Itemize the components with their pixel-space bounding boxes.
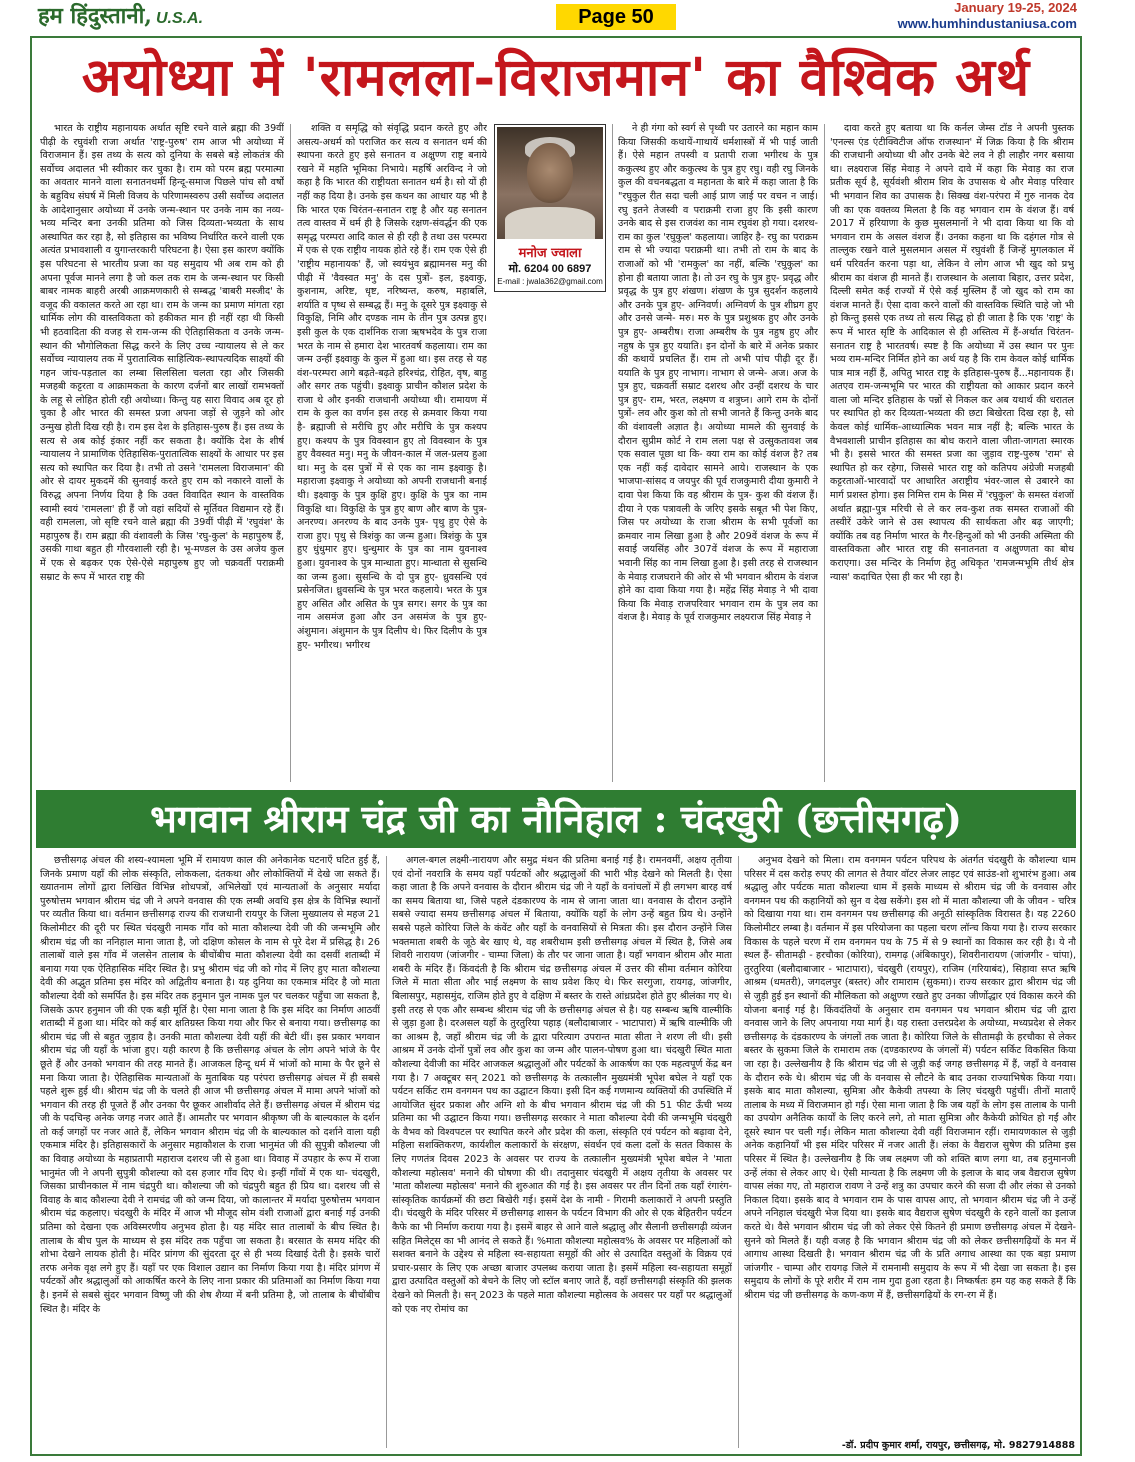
article1-headline: अयोध्या में 'रामलला-विराजमान' का वैश्विक अर्थ bbox=[81, 47, 1031, 108]
article1-col3-text: ने ही गंगा को स्वर्ग से पृथ्वी पर उतारने का महान काम किया जिसकी कथायें-गाथायें धर्मशास्त्रों में भी पाई जाती हैं। ऐसे महान तपस्वी व प्रतापी राजा भगीरथ के पुत्र ककुत्स्थ हुए और ककुत्स्थ के पुत्र हुए रघु। वही रघु जिनके कुल की वचनबद्धता व महानता के बारे में कहा जाता है कि "रघुकुल रीत सदा चली आई प्राण जाई पर वचन न जाई। रघु इतने तेजस्वी व पराक्रमी राजा हुए कि इसी कारण उनके बाद से इस राजवंश का नाम रघुवंश हो गया। दशरथ-राम का कुल 'रघुकुल' कहलाया। जाहिर है- रघु का पराक्रम राम से भी ज्यादा पराक्रमी था। तभी तो राम के बाद के राजाओं को भी 'रामकुल' का नहीं, बल्कि 'रघुकुल' का होना ही बताया जाता है। तो उन रघु के पुत्र हुए- प्रवृद्ध और प्रवृद्ध के पुत्र हुए शंखण। शंखण के पुत्र सुदर्शन कहलाये और उनके पुत्र हुए- अग्निवर्ण। अग्निवर्ण के पुत्र शीघ्रग हुए और उनसे जन्मे- मरु। मरु के पुत्र प्रशुश्रक हुए और उनके पुत्र हुए- अम्बरीष। राजा अम्बरीष के पुत्र नहुष हुए और नहुष के पुत्र हुए ययाति। इन दोनों के बारे में अनेक प्रकार की कथायें प्रचलित हैं। राम तो अभी पांच पीढ़ी दूर हैं। ययाति के पुत्र हुए नाभाग। नाभाग से जन्मे- अज। अज के पुत्र हुए, चक्रवर्ती सम्राट दशरथ और उन्हीं दशरथ के चार पुत्र हुए- राम, भरत, लक्ष्मण व शत्रुघ्न। आगे राम के दोनों पुत्रों- लव और कुश को तो सभी जानते हैं किन्तु उनके बाद की वंशावली अज्ञात है। अयोध्या मामले की सुनवाई के दौरान सुप्रीम कोर्ट ने राम लला पक्ष से उत्सुकतावश जब एक सवाल पूछा था कि- क्या राम का कोई वंशज है? तब एक नहीं कई दावेदार सामने आये। राजस्थान के एक भाजपा-सांसद व जयपुर की पूर्व राजकुमारी दीया कुमारी ने दावा पेश किया कि वह श्रीराम के पुत्र- कुश की वंशज हैं। दीया ने एक पत्रावली के जरिए इसके सबूत भी पेश किए, जिस पर अयोध्या के राजा श्रीराम के सभी पूर्वजों का क्रमवार नाम लिखा हुआ है और 209वें वंशज के रूप में सवाई जयसिंह और 307वें वंशज के रूप में महाराजा भवानी सिंह का नाम लिखा हुआ है। इसी तरह से राजस्थान के मेवाड़ राजघराने की ओर से भी भगवान श्रीराम के वंशज होने का दावा किया गया है। महेंद्र सिंह मेवाड़ ने भी दावा किया कि मेवाड़ राजपरिवार भगवान राम के पुत्र लव का वंशज है। मेवाड़ के पूर्व राजकुमार लक्ष्यराज सिंह मेवाड़ ने bbox=[618, 123, 818, 624]
masthead-title: हम हिंदुस्तानी, bbox=[38, 3, 152, 29]
article2-col1-text: छत्तीसगढ़ अंचल की शस्य-श्यामला भूमि में रामायण काल की अनेकानेक घटनाएँ घटित हुई हैं, जिनके प्रमाण यहाँ की लोक संस्कृति, लोककला, दंतकथा और लोकोक्तियों में देखे जा सकते हैं। ख्यातनाम लोगों द्वारा लिखित विभिन्न शोधपत्रों, अभिलेखों एवं मान्यताओं के अनुसार मर्यादा पुरुषोत्तम भगवान श्रीराम चंद्र जी ने अपने वनवास की एक लम्बी अवधि इस क्षेत्र के विभिन्न स्थानों पर व्यतीत किया था। वर्तमान छत्तीसगढ़ राज्य की राजधानी रायपुर के जिला मुख्यालय से महज 21 किलोमीटर की दूरी पर स्थित चंदखुरी नामक गाँव को माता कौशल्या देवी जी की जन्मभूमि और श्रीराम चंद्र जी का ननिहाल माना जाता है, जो दक्षिण कोसल के नाम से पूरे देश में प्रसिद्ध है। 26 तालाबों वाले इस गाँव में जलसेन तालाब के बीचोंबीच माता कौशल्या देवी का दसवीं शताब्दी में बनाया गया एक ऐतिहासिक मंदिर स्थित है। प्रभु श्रीराम चंद्र जी को गोद में लिए हुए माता कौशल्या देवी की अद्भुत प्रतिमा इस मंदिर को अद्वितीय बनाता है। यह दुनिया का एकमात्र मंदिर है जो माता कौशल्या देवी को समर्पित है। इस मंदिर तक हनुमान पुल नामक पुल पर चलकर पहुँचा जा सकता है, जिसके ऊपर हनुमान जी की एक बड़ी मूर्ति है। ऐसा माना जाता है कि इस मंदिर का निर्माण आठवीं शताब्दी में हुआ था। मंदिर को कई बार क्षतिग्रस्त किया गया और फिर से बनाया गया। छत्तीसगढ़ का श्रीराम चंद्र जी से बहुत जुड़ाव है। उनकी माता कौशल्या देवी यहीं की बेटी थीं। इस प्रकार भगवान श्रीराम चंद्र जी यहाँ के भांजा हुए। यही कारण है कि छत्तीसगढ़ अंचल के लोग अपने भांजे के पैर छूते हैं और उनको भगवान की तरह मानते हैं। आजकल हिन्दू धर्म में भांजों को मामा के पैर छूने से मना किया जाता है। ऐतिहासिक मान्यताओं के मुताबिक यह परंपरा छत्तीसगढ़ अंचल में ही सबसे पहले शुरू हुई थी। श्रीराम चंद्र जी के चलते ही आज भी छत्तीसगढ़ अंचल में मामा अपने भांजों को भगवान की तरह ही पूजते हैं और उनका पैर छूकर आशीर्वाद लेते हैं। छत्तीसगढ़ अंचल में श्रीराम चंद्र जी के पदचिन्ह अनेक जगह नजर आते हैं। आमतौर पर भगवान श्रीकृष्ण जी के बाल्यकाल के दर्शन तो कई जगहों पर नजर आते हैं, लेकिन भगवान श्रीराम चंद्र जी के बाल्यकाल को दर्शाने वाला यही एकमात्र मंदिर है। इतिहासकारों के अनुसार महाकौशल के राजा भानुमंत जी की सुपुत्री कौशल्या जी का विवाह अयोध्या के महाप्रतापी महाराज दशरथ जी से हुआ था। विवाह में उपहार के रूप में राजा भानुमंत जी ने अपनी सुपुत्री कौशल्या को दस हजार गाँव दिए थे। इन्हीं गाँवों में एक था- चंदखुरी, जिसका प्राचीनकाल में नाम चंद्रपुरी था। कौशल्या जी को चंद्रपुरी बहुत ही प्रिय था। दशरथ जी से विवाह के बाद कौशल्या देवी ने रामचंद्र जी को जन्म दिया, जो कालान्तर में मर्यादा पुरुषोत्तम भगवान श्रीराम चंद्र कहलाए। चंदखुरी के मंदिर में आज भी मौजूद सोम वंशी राजाओं द्वारा बनाई गई उनकी प्रतिमा को देखना एक अविस्मरणीय अनुभव होता है। यह मंदिर सात तालाबों के बीच स्थित है। तालाब के बीच पुल के माध्यम से इस मंदिर तक पहुँचा जा सकता है। बरसात के समय मंदिर की शोभा देखने लायक होती है। मंदिर प्रांगण की सुंदरता दूर से ही भव्य दिखाई देती है। इसके चारों तरफ अनेक वृक्ष लगे हुए हैं। यहाँ पर एक विशाल उद्यान का निर्माण किया गया है। मंदिर प्रांगण में पर्यटकों और श्रद्धालुओं को आकर्षित करने के लिए नाना प्रकार की प्रतिमाओं का निर्माण किया गया है। इनमें से सबसे सुंदर भगवान विष्णु जी की शेष शैय्या में बनी प्रतिमा है, जो तालाब के बीचोंबीच स्थित है। मंदिर के bbox=[40, 855, 380, 1315]
column-divider bbox=[386, 856, 387, 1448]
article2-byline: -डॉ. प्रदीप कुमार शर्मा, रायपुर, छत्तीसगढ़, मो. 9827914888 bbox=[841, 1440, 1075, 1451]
author-mobile: मो. 6204 00 6897 bbox=[508, 263, 592, 275]
article1-column-1 bbox=[40, 122, 284, 784]
column-divider bbox=[738, 856, 739, 1448]
issue-dates: January 19-25, 2024 bbox=[954, 0, 1077, 15]
page-header bbox=[0, 0, 1135, 34]
author-photo-box bbox=[494, 124, 606, 292]
article1-col1-text: भारत के राष्ट्रीय महानायक अर्थात सृष्टि रचने वाले ब्रह्मा की 39वीं पीढ़ी के रघुवंशी राजा अर्थात 'राष्ट्र-पुरुष' राम आज भी अयोध्या में विराजमान हैं। इस तथ्य के सत्य को दुनिया के सबसे बड़े लोकतंत्र की सर्वोच्च अदालत भी स्वीकार कर चुका है। राम को परम ब्रह्म परमात्मा का अवतार मानने वाला सनातनधर्मी हिन्दू-समाज पिछले पांच सौ वर्षों के बहुविध संघर्ष में मिली विजय के परिणामस्वरुप उसी सर्वोच्च अदालत के आदेशानुसार अयोध्या में उनके जन्म-स्थान पर उनके नाम का नव्य-भव्य मन्दिर बना उनकी प्रतिमा को जिस दिव्यता-भव्यता के साथ अस्थापित कर रहा है, सो इतिहास का भविष्य निर्धारित करने वाली एक अत्यंत प्रभावशाली व युगान्तरकारी परिघटना है। ऐसा इस कारण क्योंकि इस परिघटना से भारतीय प्रजा का यह समुदाय भी अब राम को ही अपना पूर्वज मानने लगा है जो कल तक राम के जन्म-स्थान पर किसी बाबर नामक बाहरी अरबी आक्रमणकारी से सम्बद्ध 'बाबरी मस्जीद' के वजूद की वकालत करते आ रहा था। राम के जन्म का प्रमाण मांगता रहा धार्मिक लोग की वास्तविकता को हकीकत मान ही नहीं रहा थी किसी भी हठवादिता की वजह से राम-जन्म की ऐतिहासिकता व उनके जन्म-स्थान की भौगोलिकता सिद्ध करने के लिए उच्च न्यायालय से ले कर सर्वोच्च न्यायालय तक में पुरातात्विक साहित्यिक-स्थापत्यदिक साक्ष्यों की गहन जांच-पड़ताल का लम्बा सिलसिला चलता रहा और जिसकी मजहबी कट्टरता व आक्रामकता के कारण दर्जनों बार लाखों रामभक्तों के लहू से लोहित होती रही अयोध्या। किन्तु यह सारा विवाद अब दूर हो चुका है और भारत की समस्त प्रजा अपना जड़ों से जुड़ने को ओर उन्मुख होती दिख रही है। राम इस देश के इतिहास-पुरुष हैं। इस तथ्य के सत्य से अब कोई इंकार नहीं कर सकता है। क्योंकि देश के शीर्ष न्यायालय ने प्रामाणिक ऐतिहासिक-पुरातात्विक साक्ष्यों के आधार पर इस सत्य को स्थापित कर दिया है। तभी तो उसने 'रामलला विराजमान' की ओर से दायर मुकदमें की सुनवाई करते हुए राम को नकारने वालों के विरुद्ध अपना निर्णय दिया है कि उक्त विवादित स्थान के वास्तविक स्वामी स्वयं 'रामलला' ही हैं जो वहां सदियों से मूर्तिवत विद्यमान रहे हैं। वही रामलला, जो सृष्टि रचने वाले ब्रह्मा की 39वीं पीढ़ी में 'रघुवंश' के महापुरुष हैं। राम ब्रह्मा की वंशावली के जिस 'रघु-कुल' के महापुरुष हैं, उसकी गाथा बहुत ही गौरवशाली रही है। भू-मण्डल के उस अजेय कुल में एक से बढ़कर एक ऐसे-ऐसे महापुरुष हुए जो चक्रवर्ती पराक्रमी सम्राट के रूप में भारत राष्ट्र की bbox=[40, 123, 284, 583]
column-divider bbox=[290, 124, 291, 782]
article1-col4-text: दावा करते हुए बताया था कि कर्नल जेम्स टॉड ने अपनी पुस्तक 'एनल्स एंड एंटीक्विटीज ऑफ राजस्थान' में जिक्र किया है कि श्रीराम की राजधानी अयोध्या थी और उनके बेटे लव ने ही लाहौर नगर बसाया था। लक्ष्यराज सिंह मेवाड़ ने अपने दावे में कहा कि मेवाड़ का राज प्रतीक सूर्य है, सूर्यवंशी श्रीराम शिव के उपासक थे और मेवाड़ परिवार भी भगवान शिव का उपासक है। सिक्ख वंश-परंपरा में गुरु नानक देव जी का एक वक्तव्य मिलता है कि वह भगवान राम के वंशज हैं। वर्ष 2017 में हरियाणा के कुछ मुसलमानों ने भी दावा किया था कि वो भगवान राम के असल वंशज हैं। उनका कहना था कि दहंगल गोत्र से ताल्लुक रखने वाले मुसलमान असल में रघुवंशी हैं जिन्हें मुगलकाल में धर्म परिवर्तन करना पड़ा था, लेकिन वे लोग आज भी खुद को प्रभु श्रीराम का वंशज ही मानते हैं। राजस्थान के अलावा बिहार, उत्तर प्रदेश, दिल्ली समेत कई राज्यों में ऐसे कई मुस्लिम हैं जो खुद को राम का वंशज मानते हैं। ऐसा दावा करने वालों की वास्तविक स्थिति चाहे जो भी हो किन्तु इससे एक तथ्य तो सत्य सिद्ध हो ही जाता है कि एक 'राष्ट्र' के रूप में भारत सृष्टि के आदिकाल से ही अस्तित्व में हैं-अर्थात चिरंतन-सनातन राष्ट्र है भारतवर्ष। स्पष्ट है कि अयोध्या में उस स्थान पर पुनः भव्य राम-मन्दिर निर्मित होने का अर्थ यह है कि राम केवल कोई धार्मिक पात्र मात्र नहीं हैं, अपितु भारत राष्ट्र के इतिहास-पुरुष हैं...महानायक हैं। अतएव राम-जन्मभूमि पर भारत की राष्ट्रीयता को आकार प्रदान करने वाला जो मन्दिर इतिहास के पन्नों से निकल कर अब यथार्थ की धरातल पर स्थापित हो कर दिव्यता-भव्यता की छटा बिखेरता दिख रहा है, सो केवल कोई धार्मिक-आध्यात्मिक भवन मात्र नहीं है; बल्कि भारत के वैभवशाली प्राचीन इतिहास का बोध कराने वाला जीता-जागता स्मारक भी है। इससे भारत की समस्त प्रजा का जुड़ाव राष्ट्र-पुरुष 'राम' से स्थापित हो कर रहेगा, जिससे भारत राष्ट्र को कतिपय अंग्रेजी मजहबी कट्टरताओं-भारवादों पर आधारित अराष्ट्रीय भंवर-जाल से उबारने का मार्ग प्रशस्त होगा। इस निमित्त राम के मिस में 'रघुकुल' के समस्त वंशजों अर्थात ब्रह्मा-पुत्र मरिची से ले कर लव-कुश तक समस्त राजाओं की तस्वीरें उकेरे जाने से उस स्थापत्य की सार्थकता और बढ़ जाएगी; क्योंकि तब वह निर्माण भारत के गैर-हिन्दुओं को भी उनकी अस्मिता की वास्तविकता और भारत राष्ट्र की सनातनता व अक्षुण्णता का बोध कराएगा। उस मन्दिर के निर्माण हेतु अधिकृत 'रामजन्मभूमि तीर्थ क्षेत्र न्यास' कदाचित ऐसा ही कर भी रहा है। bbox=[830, 123, 1074, 583]
masthead bbox=[32, 2, 209, 30]
masthead-suffix: U.S.A. bbox=[155, 10, 204, 27]
article2-headline: भगवान श्रीराम चंद्र जी का नौनिहाल : चंदखुरी (छत्तीसगढ़) bbox=[36, 790, 1076, 848]
article2-col2-text: अगल-बगल लक्ष्मी-नारायण और समुद्र मंथन की प्रतिमा बनाई गई है। रामनवमीं, अक्षय तृतीया एवं दोनों नवरात्रि के समय यहाँ पर्यटकों और श्रद्धालुओं की भारी भीड़ देखने को मिलती है। ऐसा कहा जाता है कि अपने वनवास के दौरान श्रीराम चंद्र जी ने यहाँ के वनांचलों में ही लगभग बारह वर्ष का समय बिताया था, जिसे पहले दंडकारण्य के नाम से जाना जाता था। वनवास के दौरान उन्होंने सबसे ज्यादा समय छत्तीसगढ़ अंचल में बिताया, क्योंकि यहाँ के लोग उन्हें बहुत प्रिय थे। उन्होंने सबसे पहले कोरिया जिले के कंवेंट और यहाँ के वनवासियों से मित्रता की। इस दौरान उन्होंने जिस भक्तमाता शबरी के जूठे बेर खाए थे, वह शबरीधाम इसी छत्तीसगढ़ अंचल में स्थित है, जिसे अब शिवरी नारायण (जांजगीर - चाम्पा जिला) के तौर पर जाना जाता है। यहाँ भगवान श्रीराम और माता शबरी के मंदिर हैं। किंवदंती है कि श्रीराम चंद्र छत्तीसगढ़ अंचल में उत्तर की सीमा वर्तमान कोरिया जिले में माता सीता और भाई लक्ष्मण के साथ प्रवेश किए थे। फिर सरगुजा, रायगढ़, जांजगीर, बिलासपुर, महासमुंद, राजिम होते हुए वे दक्षिण में बस्तर के रास्ते आंध्रप्रदेश होते हुए श्रीलंका गए थे। इसी तरह से एक और सम्बन्ध श्रीराम चंद्र जी के छत्तीसगढ़ अंचल से है। यह सम्बन्ध ऋषि वाल्मीकि से जुड़ा हुआ है। दरअसल यहाँ के तुरतुरिया पहाड़ (बलौदाबाजार - भाटापारा) में ऋषि वाल्मीकि जी का आश्रम है, जहाँ श्रीराम चंद्र जी के द्वारा परित्याग उपरान्त माता सीता ने शरण ली थी। इसी आश्रम में उनके दोनों पुत्रों लव और कुश का जन्म और पालन-पोषण हुआ था। चंदखुरी स्थित माता कौशल्या देवीजी का मंदिर आजकल श्रद्धालुओं और पर्यटकों के आकर्षण का एक महत्वपूर्ण केंद्र बन गया है। 7 अक्टूबर सन् 2021 को छत्तीसगढ़ के तत्कालीन मुख्यमंत्री भूपेश बघेल ने यहाँ एक पर्यटन सर्किट राम वनगमन पथ का उद्घाटन किया। इसी दिन कई गणमान्य व्यक्तियों की उपस्थिति में आयोजित सुंदर प्रकाश और अग्नि शो के बीच भगवान श्रीराम चंद्र जी की 51 फीट ऊँची भव्य प्रतिमा का भी उद्घाटन किया गया। छत्तीसगढ़ सरकार ने माता कौशल्या देवी की जन्मभूमि चंदखुरी के वैभव को विश्वपटल पर स्थापित करने और प्रदेश की कला, संस्कृति एवं पर्यटन को बढ़ावा देने, महिला सशक्तिकरण, कार्यशील कलाकारों के संरक्षण, संवर्धन एवं कला दलों के सतत विकास के लिए गणतंत्र दिवस 2023 के अवसर पर राज्य के तत्कालीन मुख्यमंत्री भूपेश बघेल ने 'माता कौशल्या महोत्सव' मनाने की घोषणा की थी। तदानुसार चंदखुरी में अक्षय तृतीया के अवसर पर 'माता कौशल्या महोत्सव' मनाने की शुरुआत की गई है। इस अवसर पर तीन दिनों तक यहाँ रंगारंग-सांस्कृतिक कार्यक्रमों की छटा बिखेरी गई। इसमें देश के नामी - गिरामी कलाकारों ने अपनी प्रस्तुति दी। चंदखुरी के मंदिर परिसर में छत्तीसगढ़ शासन के पर्यटन विभाग की ओर से एक बेहितरीन पर्यटन कैफे का भी निर्माण कराया गया है। इसमें बाहर से आने वाले श्रद्धालु और सैलानी छत्तीसगढ़ी व्यंजन सहित मिलेट्स का भी आनंद ले सकते हैं। %माता कौशल्या महोत्सव% के अवसर पर महिलाओं को सशक्त बनाने के उद्देश्य से महिला स्व-सहायता समूहों की ओर से उत्पादित वस्तुओं के विक्रय एवं प्रचार-प्रसार के लिए एक अच्छा बाजार उपलब्ध कराया जाता है। इसमें महिला स्व-सहायता समूहों द्वारा उत्पादित वस्तुओं को बेचने के लिए जो स्टॉल बनाए जाते हैं, वहाँ छत्तीसगढ़ी संस्कृति की झलक देखने को मिलती है। सन् 2023 के पहले माता कौशल्या महोत्सव के अवसर पर यहाँ पर श्रद्धालुओं को एक नए रोमांच का bbox=[392, 855, 732, 1315]
article2-col3-text: अनुभव देखने को मिला। राम वनगमन पर्यटन परिपथ के अंतर्गत चंदखुरी के कौशल्या धाम परिसर में दस करोड़ रुपए की लागत से तैयार वॉटर लेजर लाइट एवं साउंड-शो शुभारंभ हुआ। अब श्रद्धालु और पर्यटक माता कौशल्या धाम में इसके माध्यम से श्रीराम चंद्र जी के वनवास और वनगमन पथ की कहानियों को सुन व देख सकेंगे। इस शो में माता कौशल्या जी के जीवन - चरित्र को दिखाया गया था। राम वनगमन पथ छत्तीसगढ़ की अनूठी सांस्कृतिक विरासत है। यह 2260 किलोमीटर लम्बा है। वर्तमान में इस परियोजना का पहला चरण लॉन्च किया गया है। राज्य सरकार विकास के पहले चरण में राम वनगमन पथ के 75 में से 9 स्थानों का विकास कर रही है। ये नौ स्थल हैं- सीतामढ़ी - हरचौका (कोरिया), रामगढ़ (अंबिकापुर), शिवरीनारायण (जांजगीर - चांपा), तुरतुरिया (बलौदाबाजार - भाटापारा), चंदखुरी (रायपुर), राजिम (गरियाबंद), सिहावा सप्त ऋषि आश्रम (धमतरी), जगदलपुर (बस्तर) और रामाराम (सुकमा)। राज्य सरकार द्वारा श्रीराम चंद्र जी से जुड़ी हुई इन स्थानों की मौलिकता को अक्षुण्ण रखते हुए उनका जीर्णोद्धार एवं विकास करने की योजना बनाई गई है। किंवदंतियों के अनुसार राम वनगमन पथ भगवान श्रीराम चंद्र जी द्वारा वनवास जाने के लिए अपनाया गया मार्ग है। यह रास्ता उत्तरप्रदेश के अयोध्या, मध्यप्रदेश से लेकर छत्तीसगढ़ के दंडकारण्य के जंगलों तक जाता है। कोरिया जिले के सीतामढ़ी के हरचौका से लेकर बस्तर के सुकमा जिले के रामाराम तक (दण्डकारण्य के जंगलों में) पर्यटन सर्किट विकसित किया जा रहा है। उल्लेखनीय है कि श्रीराम चंद्र जी से जुड़ी कई जगह छत्तीसगढ़ में हैं, जहाँ वे वनवास के दौरान रुके थे। श्रीराम चंद्र जी के वनवास से लौटने के बाद उनका राज्याभिषेक किया गया। इसके बाद माता कौशल्या, सुमित्रा और कैकेयी तपस्या के लिए चंदखुरी पहुंचीं। तीनों माताएँ तालाब के मध्य में विराजमान हो गईं। ऐसा माना जाता है कि जब यहाँ के लोग इस तालाब के पानी का उपयोग अनैतिक कार्यों के लिए करने लगे, तो माता सुमित्रा और कैकेयी क्रोधित हो गईं और दूसरे स्थान पर चली गईं। लेकिन माता कौशल्या देवी वहीं विराजमान रहीं। रामायणकाल से जुड़ी अनेक कहानियाँ भी इस मंदिर परिसर में नजर आती हैं। लंका के वैद्यराज सुषेण की प्रतिमा इस परिसर में स्थित है। उल्लेखनीय है कि जब लक्ष्मण जी को शक्ति बाण लगा था, तब हनुमानजी उन्हें लंका से लेकर आए थे। ऐसी मान्यता है कि लक्ष्मण जी के इलाज के बाद जब वैद्यराज सुषेण वापस लंका गए, तो महाराज रावण ने उन्हें शत्रु का उपचार करने की सजा दी और लंका से उनको निकाल दिया। इसके बाद वे भगवान राम के पास वापस आए, तो भगवान श्रीराम चंद्र जी ने उन्हें अपने ननिहाल चंदखुरी भेज दिया था। इसके बाद वैद्यराज सुषेण चंदखुरी के रहने वालों का इलाज करते थे। वैसे भगवान श्रीराम चंद्र जी को लेकर ऐसे कितने ही प्रमाण छत्तीसगढ़ अंचल में देखने-सुनने को मिलते हैं। यही वजह है कि भगवान श्रीराम चंद्र जी को लेकर छत्तीसगढ़ियों के मन में आगाध आस्था दिखती है। भगवान श्रीराम चंद्र जी के प्रति अगाध आस्था का एक बड़ा प्रमाण जांजगीर - चाम्पा और रायगढ़ जिले में रामनामी समुदाय के रूप में भी देखा जा सकता है। इस समुदाय के लोगों के पूरे शरीर में राम नाम गुदा हुआ रहता है। निष्कर्षतः हम यह कह सकते हैं कि श्रीराम चंद्र जी छत्तीसगढ़ के कण-कण में हैं, छत्तीसगढ़ियों के रग-रग में हैं। bbox=[744, 855, 1076, 1301]
article2-column-2 bbox=[392, 854, 732, 1450]
page-number: Page 50 bbox=[556, 4, 676, 30]
article2-column-3 bbox=[744, 854, 1076, 1434]
column-divider bbox=[612, 124, 613, 782]
article1-column-2 bbox=[297, 122, 487, 784]
author-email: E-mail : jwala362@gmail.com bbox=[497, 277, 603, 286]
column-divider bbox=[824, 124, 825, 782]
article2-column-1 bbox=[40, 854, 380, 1450]
website-link[interactable]: www.humhindustaniusa.com bbox=[897, 16, 1077, 31]
article1-col2-text: शक्ति व समृद्धि को संवृद्धि प्रदान करते हुए और असत्य-अधर्म को पराजित कर सत्य व सनातन धर्म की स्थापना करते हुए इसे सनातन व अक्षुण्ण राष्ट्र बनाये रखने में महति भूमिका निभाये। महर्षि अरविन्द ने जो कहा है कि भारत की राष्ट्रीयता सनातन धर्म है। सो यों ही नहीं कह दिया है। उनके इस कथन का आधार यह भी है कि भारत एक चिरंतन-सनातन राष्ट्र है और यह सनातन तत्व वास्तव में धर्म ही है जिसके रक्षण-संवर्द्धन की एक समृद्ध परम्परा आदि काल से ही रही है तथा उस परम्परा में एक से एक राष्ट्रीय नायक होते रहे हैं। राम एक ऐसे ही 'राष्ट्रीय महानायक' हैं, जो स्वयंभुव ब्रह्मामनस मनु की पीढ़ी में 'वैवस्वत मनु' के दस पुत्रों- इल, इक्ष्वाकु, कुशनाम, अरिष्ट, धृष्ट, नरिष्यन्त, करुष, महाबलि, शर्याति व पृष्ध से सम्बद्ध हैं। मनु के दूसरे पुत्र इक्ष्वाकु से विकुक्षि, निमि और दण्डक नाम के तीन पुत्र उत्पन्न हुए। इसी कुल के एक दार्शनिक राजा ऋषभदेव के पुत्र राजा भरत के नाम से हमारा देश भारतवर्ष कहलाया। राम का जन्म उन्हीं इक्ष्वाकु के कुल में हुआ था। इस तरह से यह वंश-परम्परा आगे बढ़ते-बढ़ते हरिश्चंद्र, रोहित, वृष, बाहु और सगर तक पहुंची। इक्ष्वाकु प्राचीन कौशल प्रदेश के राजा थे और इनकी राजधानी अयोध्या थी। रामायण में राम के कुल का वर्णन इस तरह से क्रमवार किया गया है- ब्रह्माजी से मरीचि हुए और मरीचि के पुत्र कश्यप हुए। कश्यप के पुत्र विवस्वान हुए तो विवस्वान के पुत्र हुए वैवस्वत मनु। मनु के जीवन-काल में जल-प्रलय हुआ था। मनु के दस पुत्रों में से एक का नाम इक्ष्वाकु है। महाराजा इक्ष्वाकु ने अयोध्या को अपनी राजधानी बनाई थी। इक्ष्वाकु के पुत्र कुक्षि हुए। कुक्षि के पुत्र का नाम विकुक्षि था। विकुक्षि के पुत्र हुए बाण और बाण के पुत्र- अनरण्य। अनरण्य के बाद उनके पुत्र- पृथु हुए ऐसे के राजा हुए। पृथु से त्रिशंकु का जन्म हुआ। त्रिशंकु के पुत्र हुए धुंधुमार हुए। धुन्धुमार के पुत्र का नाम युवनाश्व हुआ। युवनाश्व के पुत्र मान्धाता हुए। मान्धाता से सुसन्धि का जन्म हुआ। सुसन्धि के दो पुत्र हुए- ध्रुवसन्धि एवं प्रसेनजित। ध्रुवसन्धि के पुत्र भरत कहलाये। भरत के पुत्र हुए असित और असित के पुत्र सगर। सगर के पुत्र का नाम असमंज हुआ और उन असमंज के पुत्र हुए- अंशुमान। अंशुमान के पुत्र दिलीप थे। फिर दिलीप के पुत्र हुए- भगीरथ। भगीरथ bbox=[297, 123, 487, 651]
article1-column-4 bbox=[830, 122, 1074, 784]
author-photo bbox=[497, 127, 603, 239]
author-name: मनोज ज्वाला bbox=[518, 246, 582, 261]
article1-column-3 bbox=[618, 122, 818, 784]
